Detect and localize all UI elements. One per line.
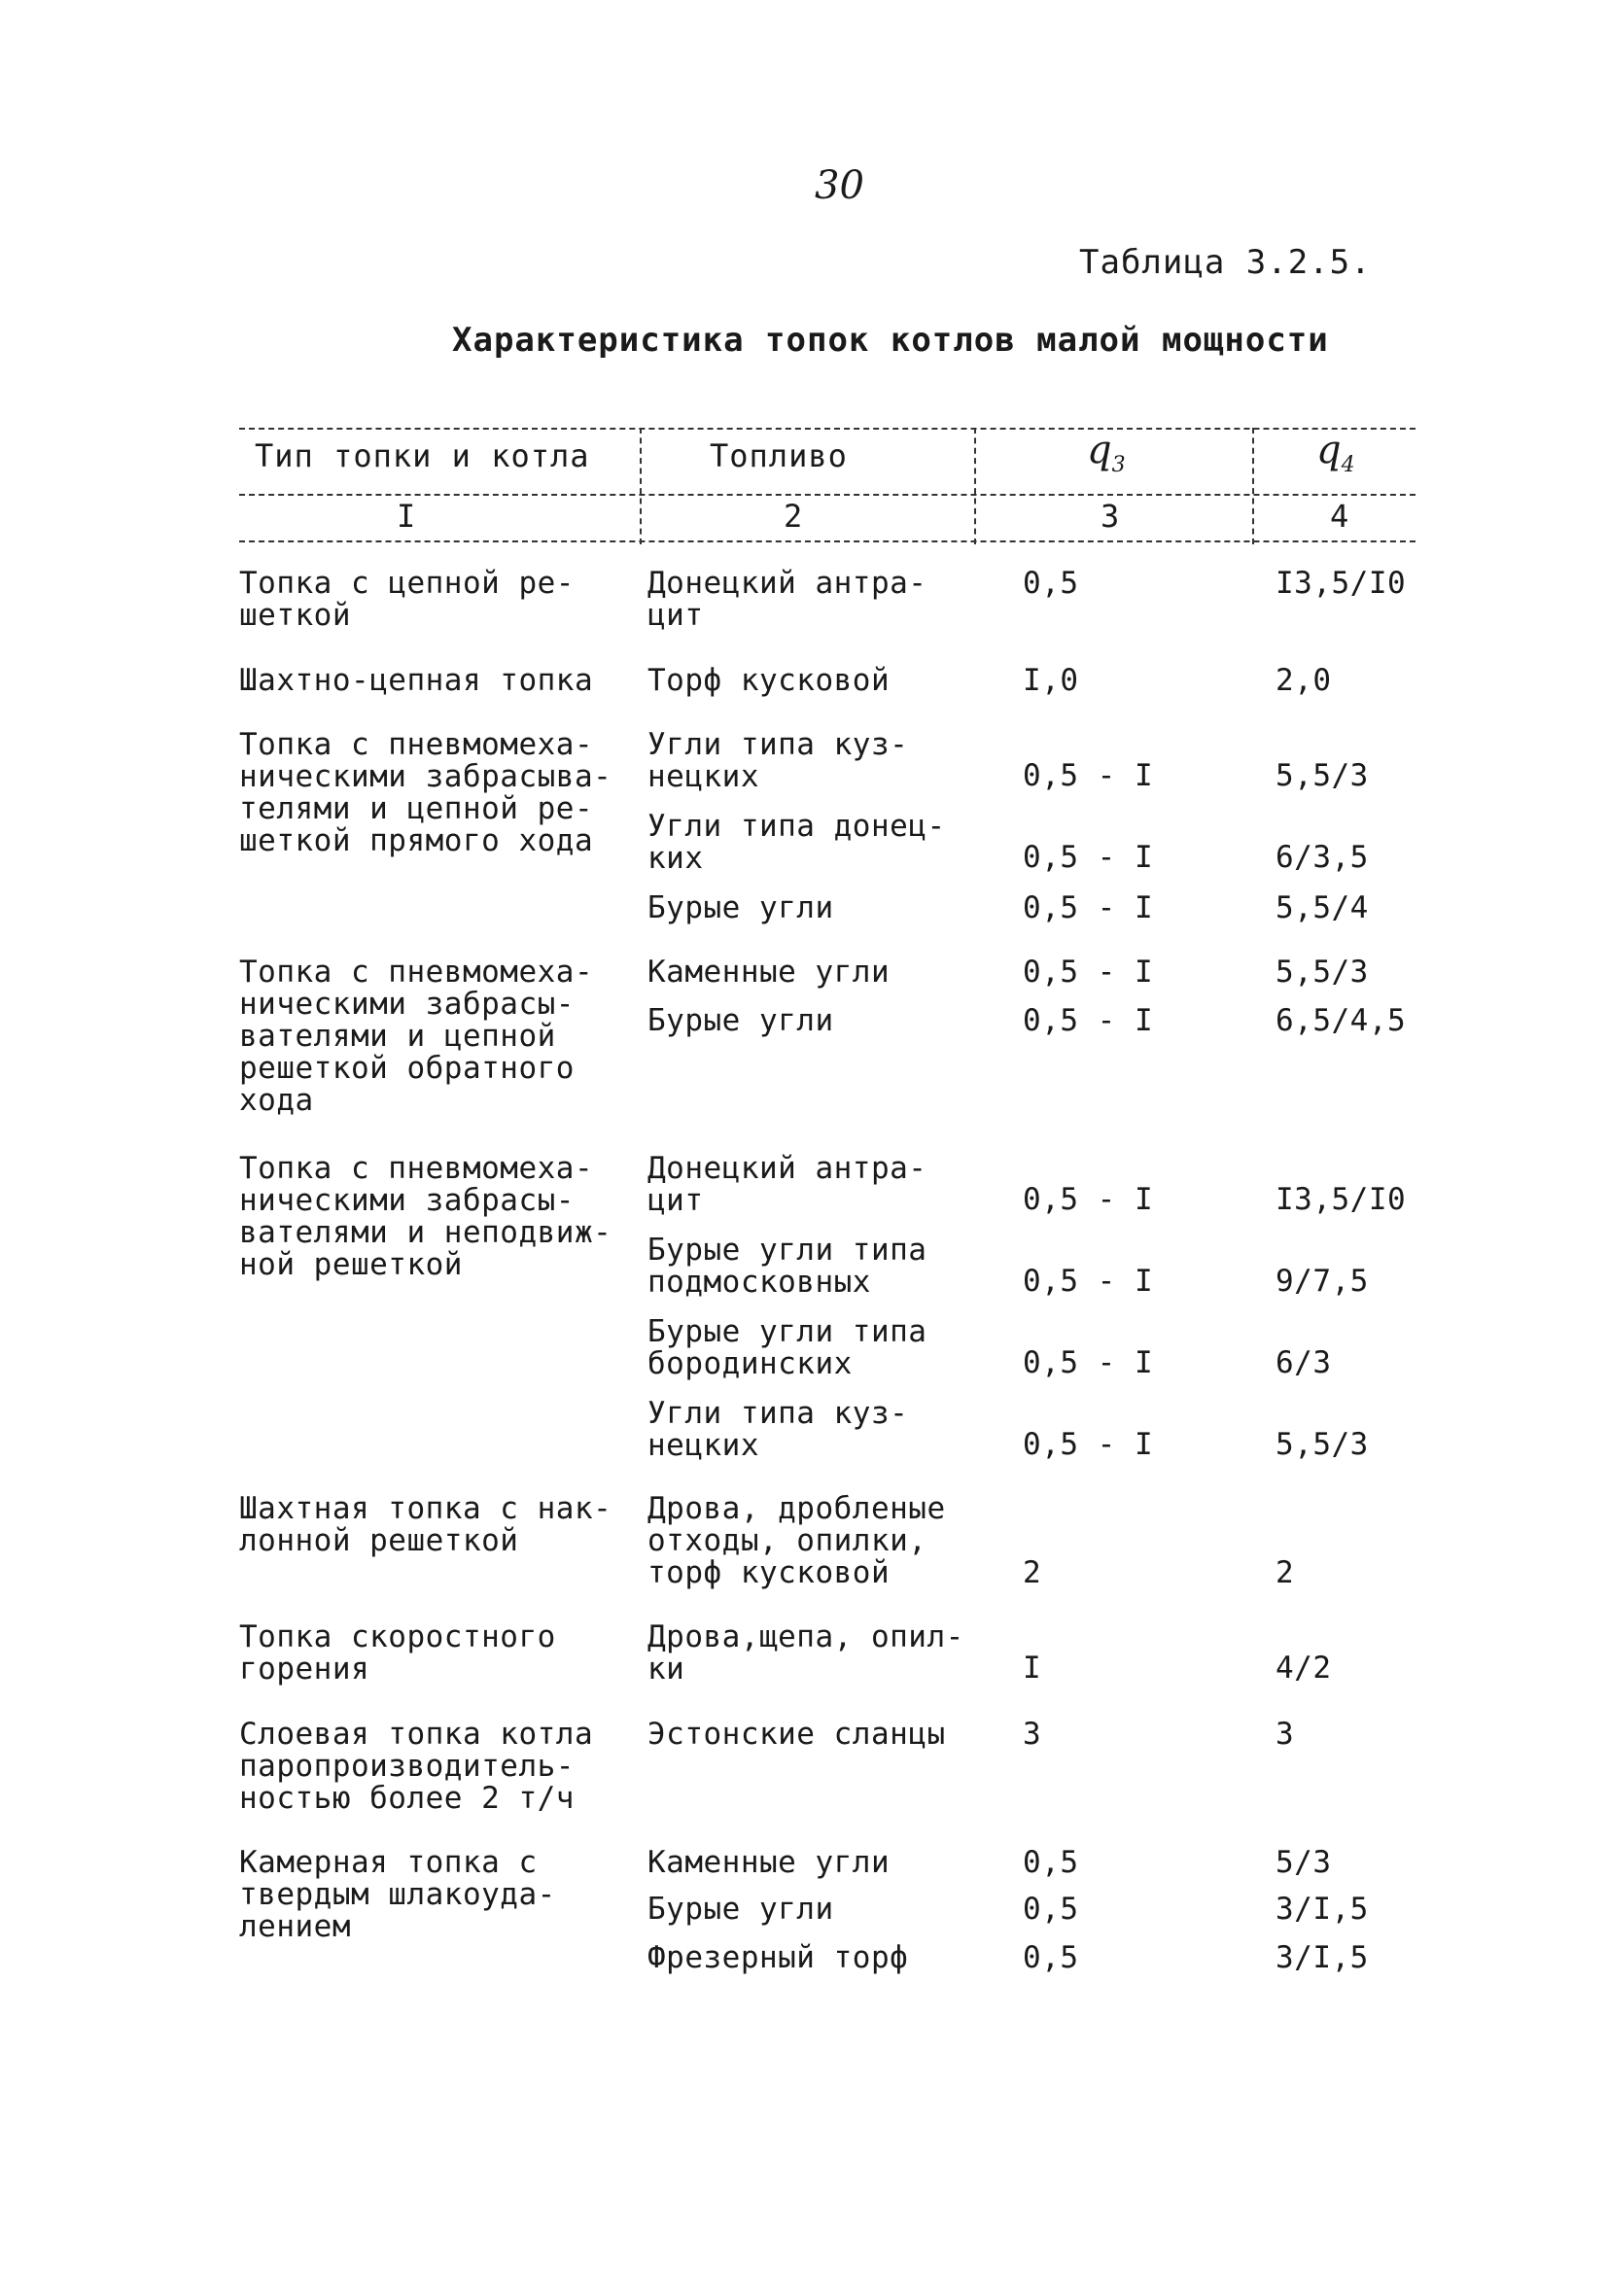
furnace-type: Топка с пневмомеха- ническими забрасы- вателями и неподвиж- ной решеткой xyxy=(239,1151,612,1282)
table-id: Таблица 3.2.5. xyxy=(1079,243,1372,282)
fuel: Дрова, дробленые отходы, опилки, торф кусковой xyxy=(647,1491,946,1590)
q4-value: 5,5/3 xyxy=(1276,955,1369,990)
q3-value: I xyxy=(1023,1651,1042,1686)
fuel: Бурые угли xyxy=(647,890,834,925)
header-separator-1 xyxy=(640,428,642,544)
q3-value: I,0 xyxy=(1023,663,1079,698)
q4-value: 2 xyxy=(1276,1555,1295,1590)
page-number: 30 xyxy=(815,163,864,208)
q3-value: 0,5 - I xyxy=(1023,1003,1154,1038)
fuel: Угли типа донец- ких xyxy=(647,809,946,876)
fuel: Бурые угли типа подмосковных xyxy=(647,1233,927,1300)
furnace-type: Слоевая топка котла паропроизводитель- ностью более 2 т/ч xyxy=(239,1717,594,1816)
q3-value: 0,5 xyxy=(1023,1940,1079,1975)
q4-value: 4/2 xyxy=(1276,1651,1332,1686)
q4-value: 6/3,5 xyxy=(1276,840,1369,875)
header-separator-3 xyxy=(1252,428,1254,544)
fuel: Бурые угли xyxy=(647,1003,834,1038)
q3-value: 0,5 - I xyxy=(1023,955,1154,990)
fuel: Бурые угли типа бородинских xyxy=(647,1314,927,1381)
q4-value: 5/3 xyxy=(1276,1845,1332,1880)
header-col3-sub: 3 xyxy=(1111,453,1126,477)
fuel: Каменные угли xyxy=(647,955,891,990)
furnace-type: Топка с пневмомеха- ническими забрасы- вателями и цепной решеткой обратного хода xyxy=(239,955,594,1118)
furnace-type: Топка скоростного горения xyxy=(239,1619,556,1687)
fuel: Дрова,щепа, опил- ки xyxy=(647,1619,964,1687)
q3-value: 3 xyxy=(1023,1717,1042,1752)
header-col1: Тип топки и котла xyxy=(255,437,590,474)
fuel: Торф кусковой xyxy=(647,663,891,698)
header-num1: I xyxy=(397,498,416,535)
q3-value: 0,5 - I xyxy=(1023,890,1154,925)
q3-value: 0,5 xyxy=(1023,1845,1079,1880)
header-col4-sub: 4 xyxy=(1341,453,1355,477)
q4-value: 9/7,5 xyxy=(1276,1264,1369,1299)
furnace-type: Камерная топка с твердым шлакоуда- лением xyxy=(239,1845,556,1944)
q4-value: 6/3 xyxy=(1276,1345,1332,1380)
header-num4: 4 xyxy=(1330,498,1349,535)
fuel: Эстонские сланцы xyxy=(647,1717,946,1752)
q3-value: 0,5 - I xyxy=(1023,840,1154,875)
fuel: Донецкий антра- цит xyxy=(647,1151,927,1218)
q4-value: 3/I,5 xyxy=(1276,1940,1369,1975)
q4-value: 6,5/4,5 xyxy=(1276,1003,1407,1038)
q4-value: 2,0 xyxy=(1276,663,1332,698)
q4-value: I3,5/I0 xyxy=(1276,566,1407,601)
furnace-type: Топка с пневмомеха- ническими забрасыва- телями и цепной ре- шеткой прямого хода xyxy=(239,727,612,858)
fuel: Угли типа куз- нецких xyxy=(647,1396,909,1463)
q3-value: 2 xyxy=(1023,1555,1042,1590)
header-col4: $q_4$ xyxy=(1316,428,1355,477)
fuel: Донецкий антра- цит xyxy=(647,566,927,633)
q3-value: 0,5 - I xyxy=(1023,1182,1154,1217)
header-num2: 2 xyxy=(784,498,803,535)
furnace-type: Шахтная топка с нак- лонной решеткой xyxy=(239,1491,612,1558)
table-title: Характеристика топок котлов малой мощности xyxy=(452,321,1329,360)
header-col2: Топливо xyxy=(710,437,848,474)
fuel: Бурые угли xyxy=(647,1892,834,1927)
q3-value: 0,5 xyxy=(1023,1892,1079,1927)
q4-value: 5,5/3 xyxy=(1276,1427,1369,1462)
q3-value: 0,5 xyxy=(1023,566,1079,601)
fuel: Угли типа куз- нецких xyxy=(647,727,909,794)
q3-value: 0,5 - I xyxy=(1023,1264,1154,1299)
q4-value: 5,5/4 xyxy=(1276,890,1369,925)
header-col3: $q_3$ xyxy=(1087,428,1126,477)
fuel: Каменные угли xyxy=(647,1845,891,1880)
q3-value: 0,5 - I xyxy=(1023,1345,1154,1380)
furnace-type: Топка с цепной ре- шеткой xyxy=(239,566,575,633)
q4-value: 3/I,5 xyxy=(1276,1892,1369,1927)
furnace-type: Шахтно-цепная топка xyxy=(239,663,594,698)
header-top-rule xyxy=(239,428,1416,430)
fuel: Фрезерный торф xyxy=(647,1940,909,1975)
header-bottom-rule xyxy=(239,540,1416,542)
q4-value: I3,5/I0 xyxy=(1276,1182,1407,1217)
q3-value: 0,5 - I xyxy=(1023,758,1154,793)
header-separator-2 xyxy=(974,428,976,544)
header-num3: 3 xyxy=(1101,498,1120,535)
header-mid-rule xyxy=(239,494,1416,496)
q3-value: 0,5 - I xyxy=(1023,1427,1154,1462)
q4-value: 3 xyxy=(1276,1717,1295,1752)
q4-value: 5,5/3 xyxy=(1276,758,1369,793)
